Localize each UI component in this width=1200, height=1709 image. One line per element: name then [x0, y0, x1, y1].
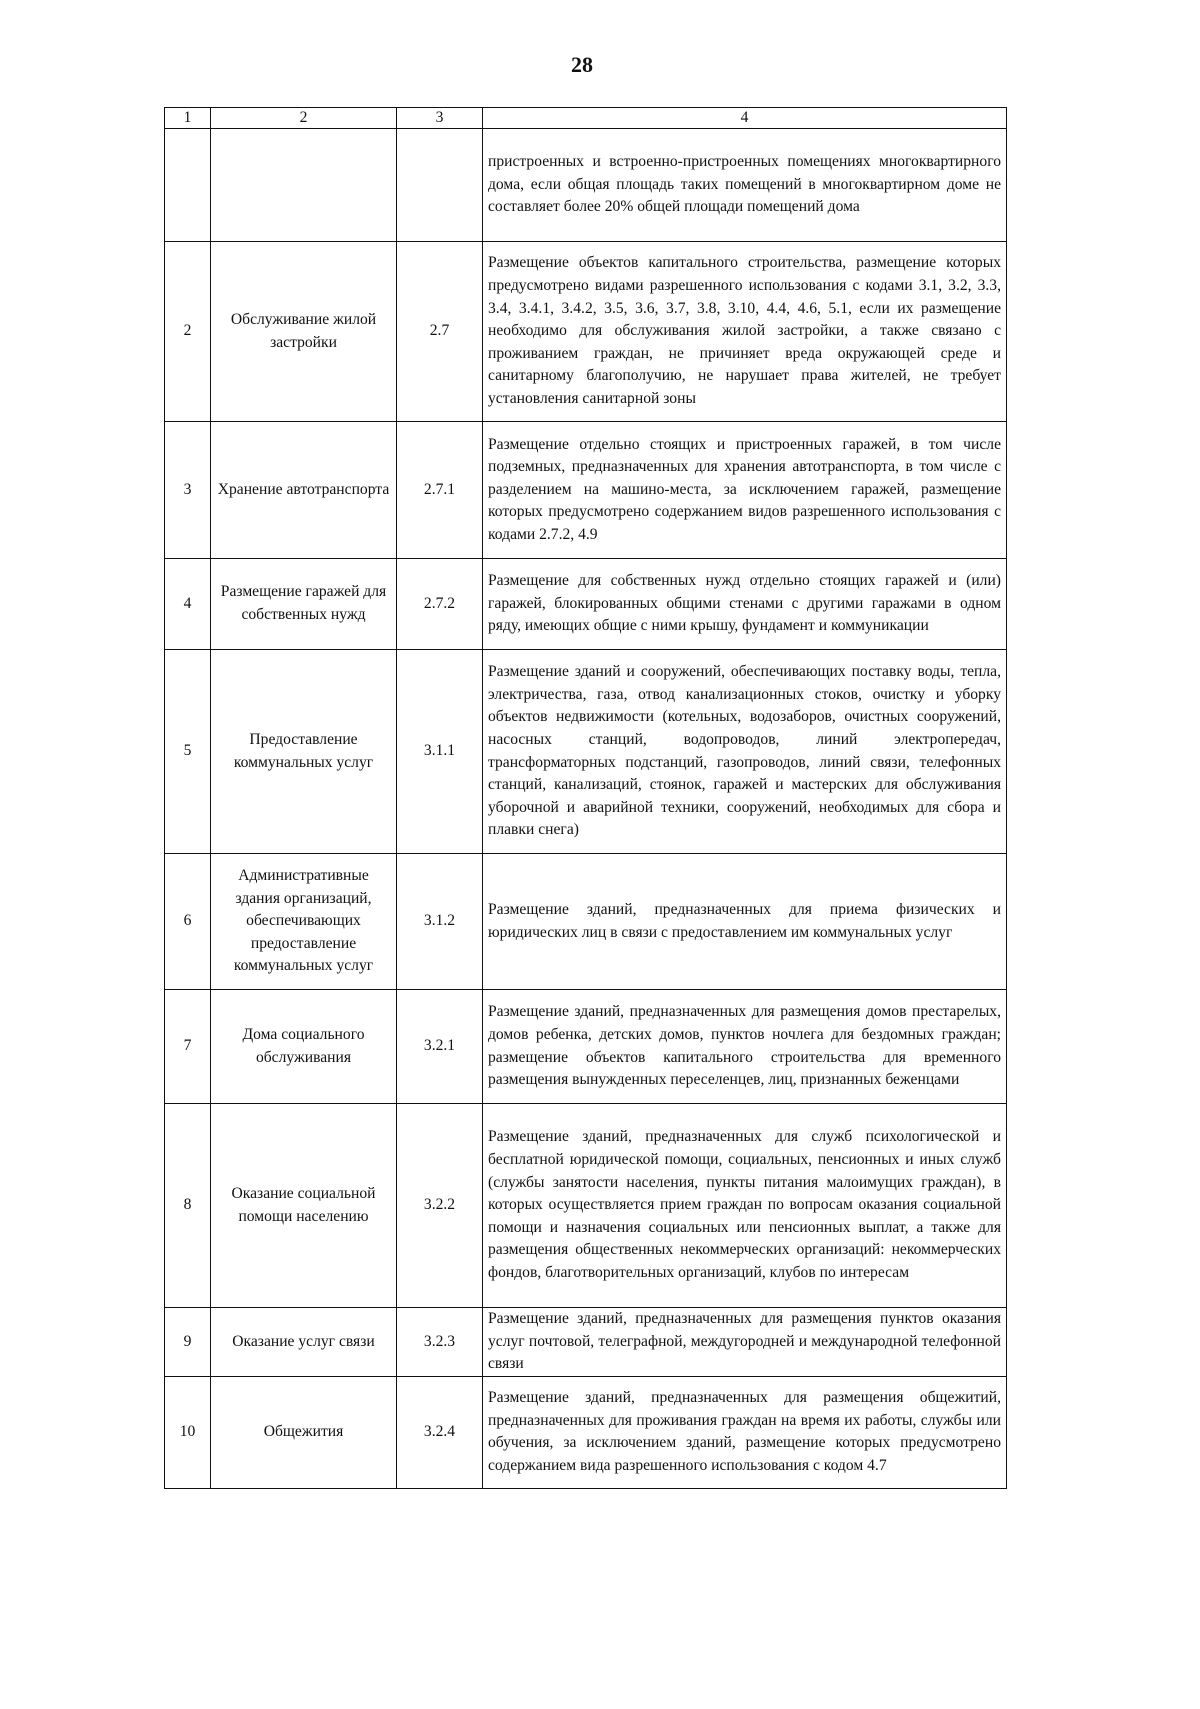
use-type-code: 2.7	[397, 242, 483, 422]
use-type-name: Обслуживание жилой застройки	[211, 242, 397, 422]
use-type-code: 3.1.2	[397, 854, 483, 990]
table-row	[165, 422, 1007, 559]
use-type-name: Дома социального обслуживания	[211, 990, 397, 1104]
table-row	[165, 129, 1007, 242]
use-type-name: Общежития	[211, 1376, 397, 1488]
row-number: 8	[165, 1104, 211, 1308]
table-row	[165, 242, 1007, 422]
row-number	[165, 129, 211, 242]
row-number: 9	[165, 1308, 211, 1377]
use-type-description: Размещение зданий, предназначенных для размещения домов престарелых, домов ребенка, детских домов, пунктов ночлега для бездомных граждан; размещение объектов капитального строительства для временного размещения вынужденных переселенцев, лиц, признанных беженцами	[483, 990, 1007, 1104]
use-type-code: 3.2.4	[397, 1376, 483, 1488]
use-type-name: Административные здания организаций, обеспечивающих предоставление коммунальных услуг	[211, 854, 397, 990]
use-type-name: Хранение автотранспорта	[211, 422, 397, 559]
row-number: 10	[165, 1376, 211, 1488]
use-type-code: 3.2.3	[397, 1308, 483, 1377]
use-type-name	[211, 129, 397, 242]
header-col-3: 3	[397, 108, 483, 129]
use-type-name: Оказание социальной помощи населению	[211, 1104, 397, 1308]
table-row	[165, 650, 1007, 854]
table-row	[165, 1308, 1007, 1377]
use-type-description: Размещение зданий и сооружений, обеспечивающих поставку воды, тепла, электричества, газа, отвод канализационных стоков, очистку и уборку объектов недвижимости (котельных, водозаборов, очистных сооружений, насосных станций, водопроводов, линий электропередач, трансформаторных подстанций, газопроводов, линий связи, телефонных станций, канализаций, стоянок, гаражей и мастерских для обслуживания уборочной и аварийной техники, сооружений, необходимых для сбора и плавки снега)	[483, 650, 1007, 854]
table-row	[165, 559, 1007, 650]
row-number: 6	[165, 854, 211, 990]
header-col-1: 1	[165, 108, 211, 129]
use-type-description: Размещение для собственных нужд отдельно стоящих гаражей и (или) гаражей, блокированных общими стенами с другими гаражами в одном ряду, имеющих общие с ними крышу, фундамент и коммуникации	[483, 559, 1007, 650]
use-type-description: Размещение зданий, предназначенных для размещения пунктов оказания услуг почтовой, телеграфной, междугородней и международной телефонной связи	[483, 1308, 1007, 1377]
use-type-description: Размещение зданий, предназначенных для служб психологической и бесплатной юридической помощи, социальных, пенсионных и иных служб (службы занятости населения, пункты питания малоимущих граждан), в которых осуществляется прием граждан по вопросам оказания социальной помощи и назначения социальных или пенсионных выплат, а также для размещения общественных некоммерческих организаций: некоммерческих фондов, благотворительных организаций, клубов по интересам	[483, 1104, 1007, 1308]
row-number: 2	[165, 242, 211, 422]
row-number: 3	[165, 422, 211, 559]
use-type-description: пристроенных и встроенно-пристроенных помещениях многоквартирного дома, если общая площадь таких помещений в многоквартирном доме не составляет более 20% общей площади помещений дома	[483, 129, 1007, 242]
use-type-name: Размещение гаражей для собственных нужд	[211, 559, 397, 650]
use-type-code: 3.1.1	[397, 650, 483, 854]
use-type-code: 2.7.2	[397, 559, 483, 650]
use-type-code: 2.7.1	[397, 422, 483, 559]
use-type-code: 3.2.2	[397, 1104, 483, 1308]
table-row	[165, 1376, 1007, 1488]
row-number: 7	[165, 990, 211, 1104]
page-number: 28	[571, 52, 593, 77]
use-type-description: Размещение зданий, предназначенных для размещения общежитий, предназначенных для проживания граждан на время их работы, службы или обучения, за исключением зданий, размещение которых предусмотрено содержанием вида разрешенного использования с кодом 4.7	[483, 1376, 1007, 1488]
use-type-name: Предоставление коммунальных услуг	[211, 650, 397, 854]
row-number: 4	[165, 559, 211, 650]
use-type-description: Размещение объектов капитального строительства, размещение которых предусмотрено видами разрешенного использования с кодами 3.1, 3.2, 3.3, 3.4, 3.4.1, 3.4.2, 3.5, 3.6, 3.7, 3.8, 3.10, 4.4, 4.6, 5.1, если их размещение необходимо для обслуживания жилой застройки, а также связано с проживанием граждан, не причиняет вреда окружающей среде и санитарному благополучию, не нарушает права жителей, не требует установления санитарной зоны	[483, 242, 1007, 422]
row-number: 5	[165, 650, 211, 854]
use-type-description: Размещение зданий, предназначенных для приема физических и юридических лиц в связи с предоставлением им коммунальных услуг	[483, 854, 1007, 990]
table-row	[165, 854, 1007, 990]
table-row	[165, 990, 1007, 1104]
header-col-2: 2	[211, 108, 397, 129]
header-col-4: 4	[483, 108, 1007, 129]
header-row	[165, 108, 1007, 129]
use-type-code	[397, 129, 483, 242]
use-type-description: Размещение отдельно стоящих и пристроенных гаражей, в том числе подземных, предназначенных для хранения автотранспорта, в том числе с разделением на машино-места, за исключением гаражей, размещение которых предусмотрено содержанием видов разрешенного использования с кодами 2.7.2, 4.9	[483, 422, 1007, 559]
table-row	[165, 1104, 1007, 1308]
use-type-name: Оказание услуг связи	[211, 1308, 397, 1377]
use-type-code: 3.2.1	[397, 990, 483, 1104]
land-use-table	[164, 107, 1007, 1489]
